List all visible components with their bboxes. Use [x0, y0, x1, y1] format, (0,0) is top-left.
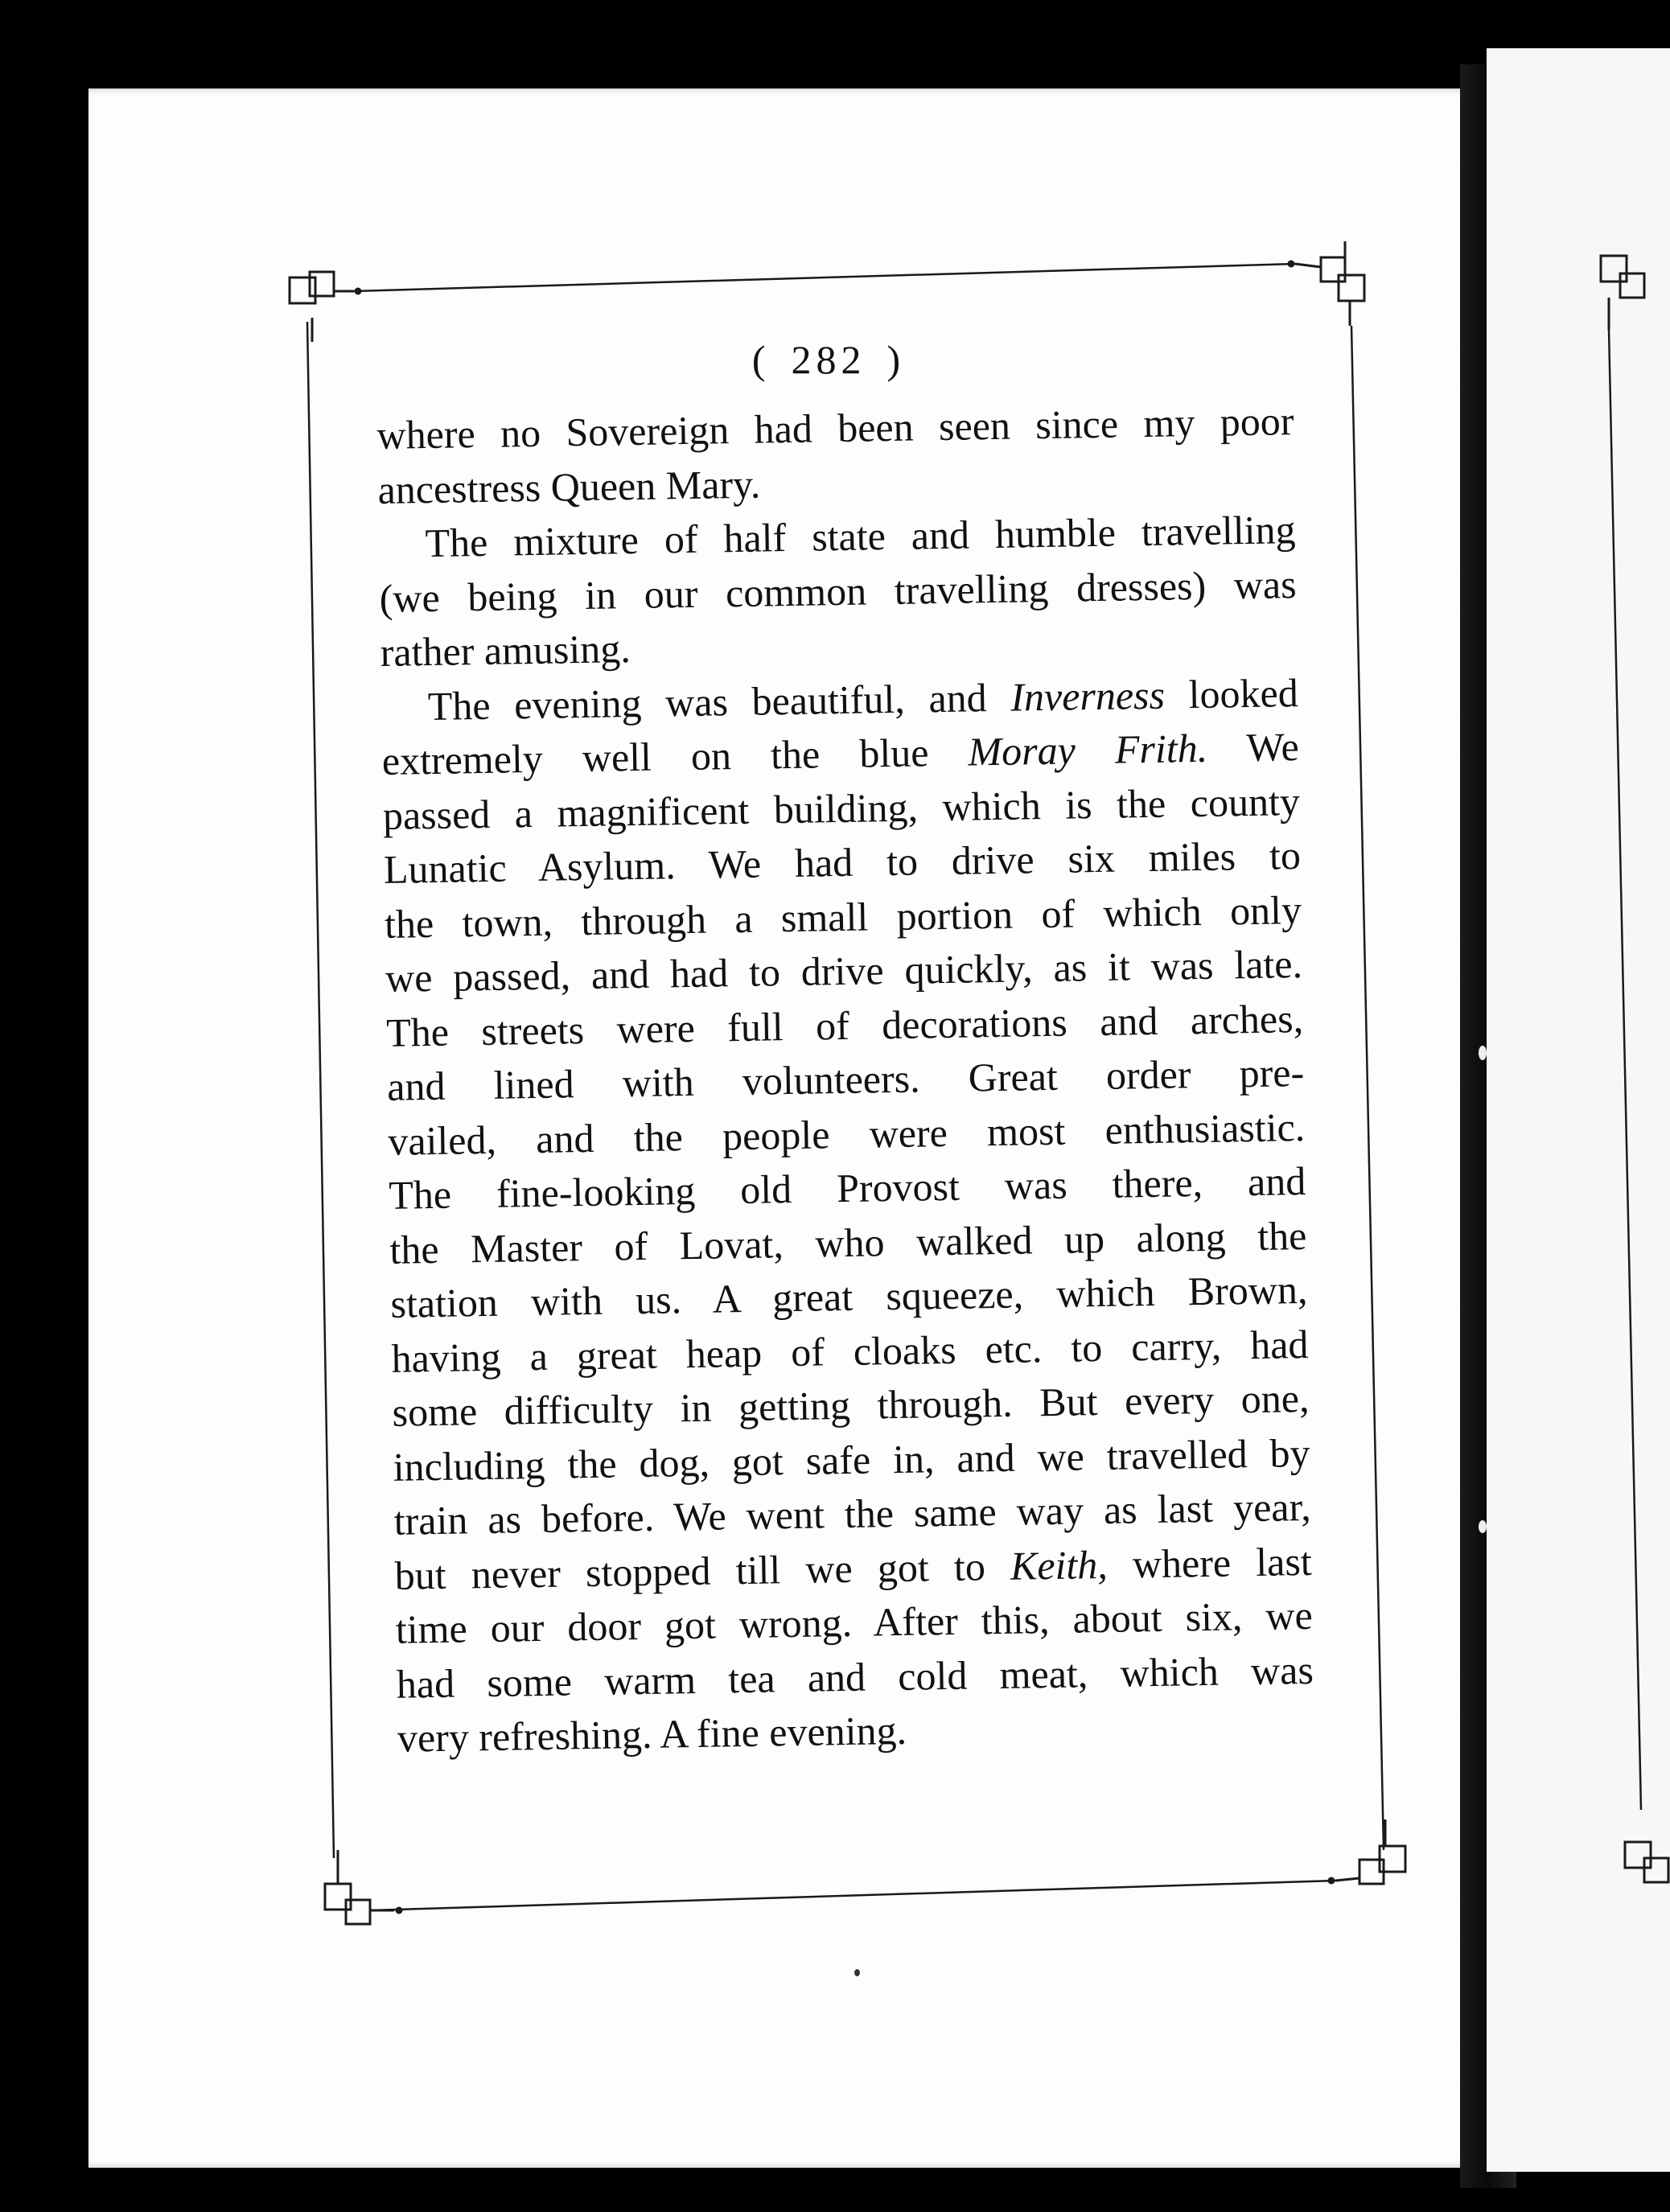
italic-place-inverness: Inverness [1010, 672, 1166, 720]
text-line: where no Sovereign had been seen since my poor [376, 398, 1294, 458]
text-line: station with us. A great squeeze, which Brown, [390, 1266, 1308, 1326]
text-line: the town, through a small portion of which only [384, 886, 1302, 947]
text-line: we passed, and had to drive quickly, as it was late. [385, 941, 1303, 1001]
ink-speck [1479, 1046, 1487, 1060]
text-line: The mixture of half state and humble travelling [425, 507, 1296, 566]
body-text [376, 394, 1314, 1766]
text-fragment: where last [1107, 1538, 1313, 1587]
text-line: The streets were full of decorations and arches, [385, 995, 1304, 1055]
page-number [724, 336, 933, 383]
ink-speck [1479, 1520, 1487, 1533]
right-page-edge [1487, 48, 1670, 2172]
text-line: passed a magnificent building, which is the county [382, 778, 1301, 838]
text-line: ancestress Queen Mary. [377, 461, 761, 512]
text-line: vailed, and the people were most enthusiastic. [387, 1104, 1306, 1164]
page-number-value: 282 [791, 337, 866, 382]
italic-place-keith: Keith, [1010, 1541, 1109, 1589]
text-fragment: but never stopped till we got to [394, 1543, 1011, 1598]
close-paren: ) [886, 337, 906, 382]
text-line: train as before. We went the same way as last year, [393, 1483, 1312, 1544]
text-line: rather amusing. [380, 626, 631, 675]
text-line: the Master of Lovat, who walked up along the [389, 1212, 1307, 1273]
text-line: very refreshing. A fine evening. [397, 1707, 907, 1761]
text-line: having a great heap of cloaks etc. to carry, had [391, 1321, 1309, 1381]
italic-place-moray-frith: Moray Frith. [968, 725, 1208, 775]
text-line: and lined with volunteers. Great order pre- [386, 1049, 1305, 1109]
text-fragment: We [1207, 724, 1300, 771]
text-line: including the dog, got safe in, and we travelled by [393, 1429, 1310, 1490]
text-line: Lunatic Asylum. We had to drive six miles to [383, 833, 1302, 892]
text-fragment: The evening was beautiful, and [427, 674, 1011, 729]
ink-speck [854, 1969, 860, 1976]
text-line: had some warm tea and cold meat, which was [396, 1647, 1314, 1707]
text-line: some difficulty in getting through. But every one, [392, 1375, 1310, 1435]
text-line: The fine-looking old Provost was there, and [388, 1157, 1306, 1218]
text-fragment: extremely well on the blue [381, 729, 969, 783]
text-line: time our door got wrong. After this, about six, we [395, 1592, 1314, 1652]
text-line: (we being in our common travelling dresses) was [379, 561, 1297, 621]
text-fragment: looked [1164, 669, 1299, 717]
open-paren: ( [751, 337, 771, 382]
